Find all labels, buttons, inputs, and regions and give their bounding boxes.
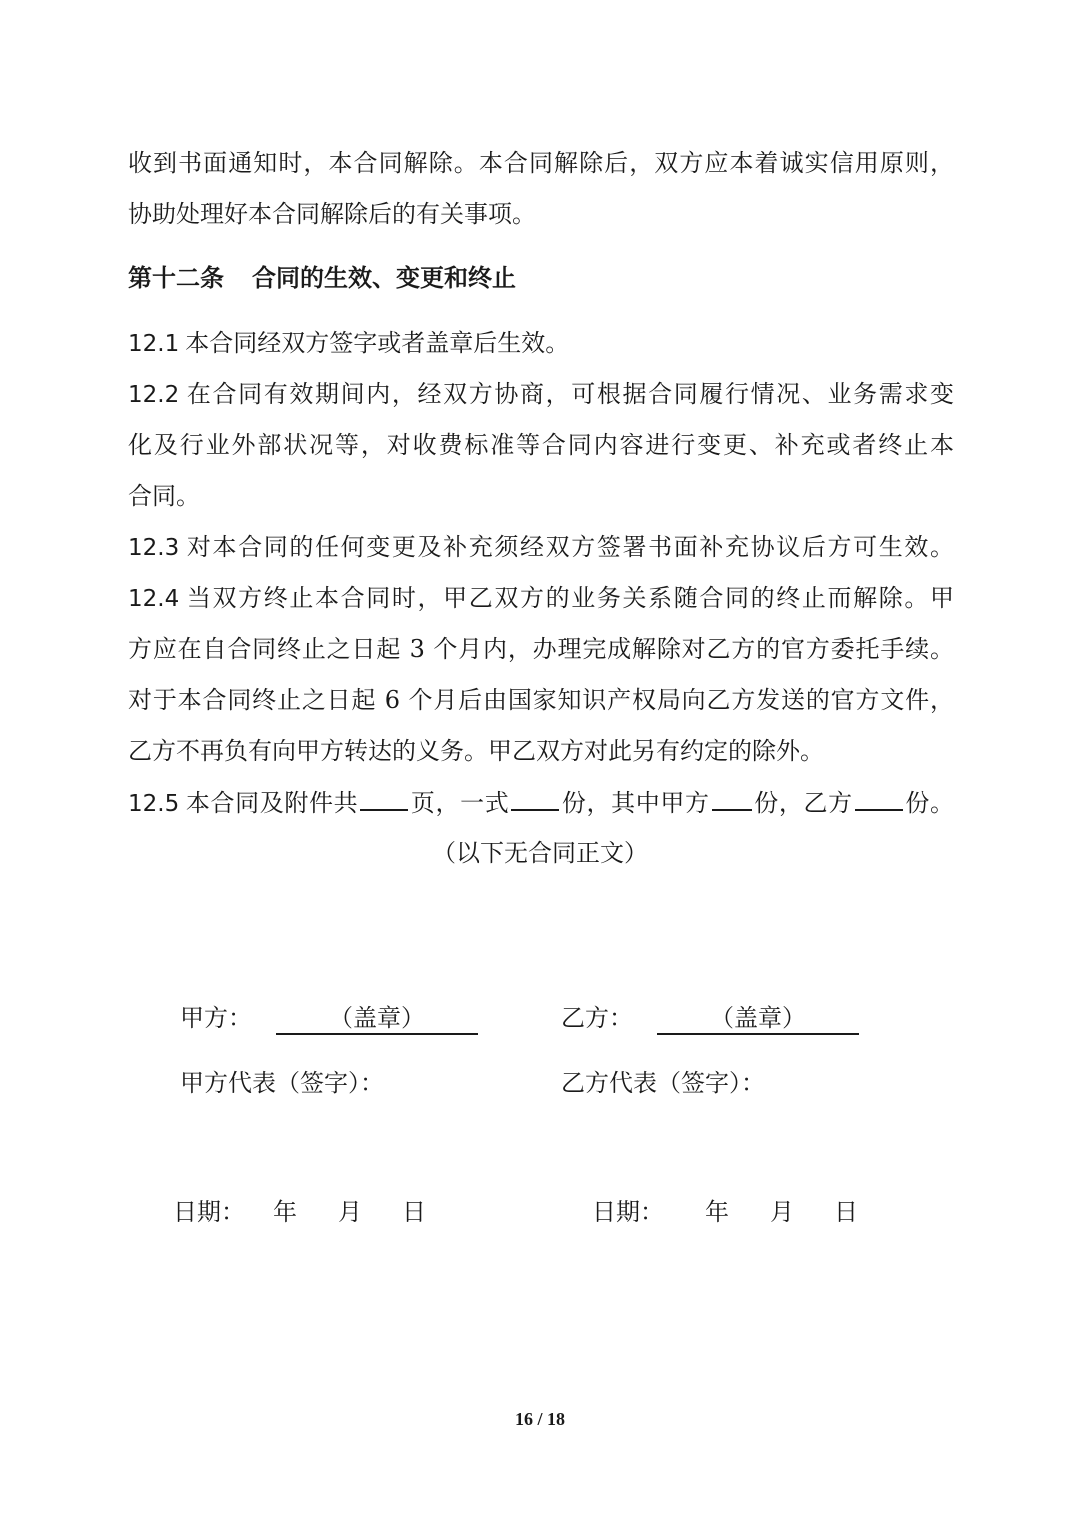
clause-12-3 xyxy=(128,530,954,565)
clause-12-4-line4: 乙方不再负有向甲方转达的义务。甲乙双方对此另有约定的除外。 xyxy=(128,737,824,765)
clause-12-5 xyxy=(128,785,954,821)
clause-number: 12.2 xyxy=(128,382,180,408)
clause-text: 当双方终止本合同时，甲乙双方的业务关系随合同的终止而解除。甲 xyxy=(185,584,954,612)
blank-copies-field[interactable] xyxy=(511,785,559,811)
party-b-seal-field[interactable]: （盖章） xyxy=(657,1003,859,1035)
clause-number: 12.3 xyxy=(128,535,180,561)
clause-text: 对本合同的任何变更及补充须经双方签署书面补充协议后方可生效。 xyxy=(185,533,954,561)
party-b-seal-row xyxy=(561,1001,859,1035)
clause-12-4-line1 xyxy=(128,581,954,616)
clause-text: 页，一式 xyxy=(410,789,510,817)
party-b-representative[interactable]: 乙方代表（签字）： xyxy=(561,1069,765,1097)
article-title: 合同的生效、变更和终止 xyxy=(252,263,516,292)
clause-text: 份，其中甲方 xyxy=(561,789,710,817)
clause-12-4-line3: 对于本合同终止之日起 6 个月后由国家知识产权局向乙方发送的官方文件， xyxy=(128,686,954,714)
party-a-seal-row xyxy=(180,1001,478,1035)
paragraph-line: 收到书面通知时，本合同解除。本合同解除后，双方应本着诚实信用原则， xyxy=(128,149,954,177)
clause-number: 12.4 xyxy=(128,586,180,612)
blank-pages-field[interactable] xyxy=(360,785,408,811)
article-heading xyxy=(128,261,516,295)
clause-12-2-line3: 合同。 xyxy=(128,482,200,510)
page-number: 16 / 18 xyxy=(514,1409,565,1429)
clause-12-2-line2: 化及行业外部状况等，对收费标准等合同内容进行变更、补充或者终止本 xyxy=(128,431,954,459)
clause-text: 份。 xyxy=(904,789,955,817)
article-number: 第十二条 xyxy=(128,263,224,292)
end-of-contract-note: （以下无合同正文） xyxy=(432,839,648,867)
party-a-date-month[interactable]: 月 xyxy=(338,1198,362,1226)
clause-number: 12.5 xyxy=(128,791,180,817)
party-a-representative[interactable]: 甲方代表（签字）： xyxy=(180,1069,384,1097)
party-b-date-day[interactable]: 日 xyxy=(834,1198,858,1226)
blank-party-b-copies-field[interactable] xyxy=(855,785,903,811)
party-a-seal-field[interactable]: （盖章） xyxy=(276,1003,478,1035)
clause-text: 本合同经双方签字或者盖章后生效。 xyxy=(185,329,570,357)
paragraph-line: 协助处理好本合同解除后的有关事项。 xyxy=(128,200,536,228)
party-a-date-label: 日期： xyxy=(173,1198,245,1226)
party-a-date-year[interactable]: 年 xyxy=(273,1198,297,1226)
party-a-label: 甲方： xyxy=(180,1004,252,1032)
clause-text: 份，乙方 xyxy=(753,789,853,817)
clause-text: 在合同有效期间内，经双方协商，可根据合同履行情况、业务需求变 xyxy=(185,380,954,408)
clause-number: 12.1 xyxy=(128,331,180,357)
clause-12-4-line2: 方应在自合同终止之日起 3 个月内，办理完成解除对乙方的官方委托手续。 xyxy=(128,635,954,663)
party-a-date-day[interactable]: 日 xyxy=(402,1198,426,1226)
clause-12-1 xyxy=(128,326,954,361)
party-b-label: 乙方： xyxy=(561,1004,633,1032)
clause-12-2-line1 xyxy=(128,377,954,412)
party-b-date-year[interactable]: 年 xyxy=(705,1198,729,1226)
party-b-date-label: 日期： xyxy=(592,1198,664,1226)
clause-text: 本合同及附件共 xyxy=(185,789,359,817)
blank-party-a-copies-field[interactable] xyxy=(712,785,752,811)
party-b-date-month[interactable]: 月 xyxy=(770,1198,794,1226)
